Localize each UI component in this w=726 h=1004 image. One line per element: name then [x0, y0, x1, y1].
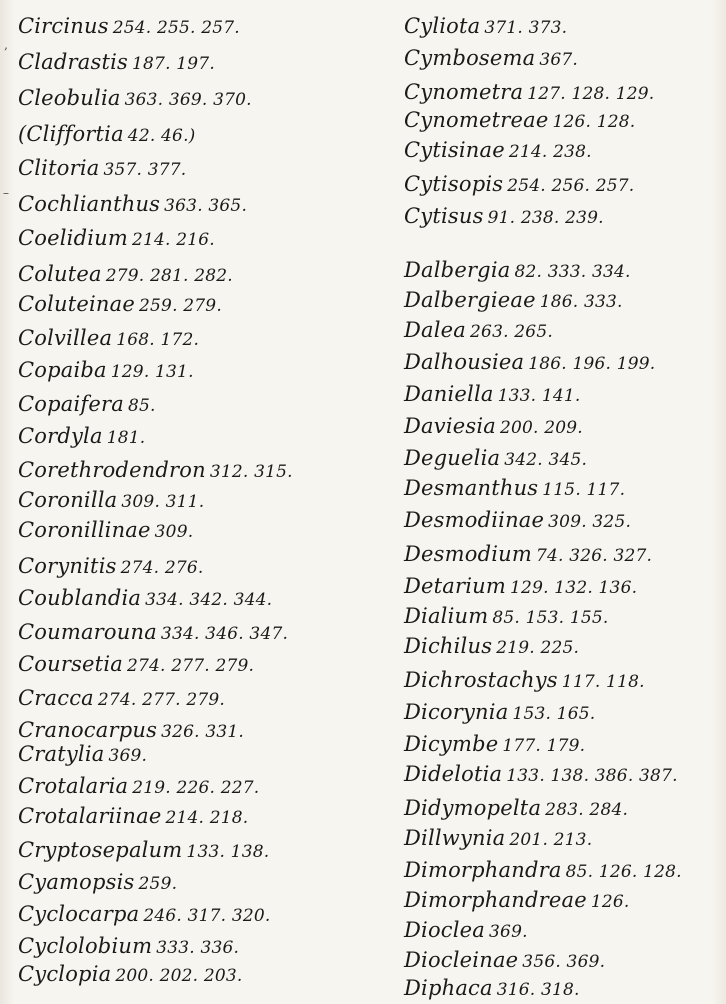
genus-name: Cyclocarpa: [18, 902, 140, 926]
genus-name: Cynometreae: [404, 108, 549, 132]
left-index-entry: [18, 870, 177, 896]
page-references: 219. 226. 227.: [132, 778, 260, 798]
right-index-entry: [404, 46, 578, 72]
genus-name: Cymbosema: [404, 46, 536, 70]
right-index-entry: [404, 288, 623, 314]
page-references: 186. 333.: [539, 292, 623, 312]
genus-name: Coublandia: [18, 586, 142, 610]
page-references: 263. 265.: [470, 322, 553, 342]
right-index-entry: [404, 350, 655, 376]
right-index-entry: [404, 574, 637, 600]
genus-name: Coluteinae: [18, 292, 136, 316]
right-index-entry: [404, 976, 580, 1002]
genus-name: Cynometra: [404, 80, 524, 104]
page-references: 200. 209.: [499, 418, 583, 438]
page-references: 126. 128.: [552, 112, 636, 132]
page-references: 309.: [154, 522, 194, 542]
page-references: 357. 377.: [103, 160, 187, 180]
genus-name: Dalbergieae: [404, 288, 536, 312]
genus-name: Detarium: [404, 574, 507, 598]
genus-name: Daniella: [404, 382, 494, 406]
genus-name: Crotalariinae: [18, 804, 162, 828]
page-references: 283. 284.: [545, 800, 629, 820]
page-references: 85. 126. 128.: [565, 862, 682, 882]
margin-mark: ‚: [4, 38, 8, 52]
left-index-entry: [18, 14, 240, 40]
right-index-entry: [404, 700, 595, 726]
genus-name: (Cliffortia: [18, 122, 124, 146]
genus-name: Cranocarpus: [18, 718, 158, 742]
page-references: 82. 333. 334.: [514, 262, 631, 282]
genus-name: Corethrodendron: [18, 458, 206, 482]
right-index-entry: [404, 826, 592, 852]
left-index-entry: [18, 326, 199, 352]
page-references: 274. 276.: [120, 558, 204, 578]
left-index-entry: [18, 804, 248, 830]
right-index-entry: [404, 446, 587, 472]
page-references: 42. 46.): [127, 126, 196, 146]
genus-name: Corynitis: [18, 554, 117, 578]
left-index-entry: [18, 458, 293, 484]
page-references: 274. 277. 279.: [97, 690, 226, 710]
genus-name: Dichrostachys: [404, 668, 558, 692]
genus-name: Dimorphandra: [404, 858, 562, 882]
right-index-entry: [404, 318, 553, 344]
page-references: 254. 255. 257.: [112, 18, 240, 38]
genus-name: Dioclea: [404, 918, 486, 942]
right-index-entry: [404, 138, 592, 164]
page-references: 117. 118.: [561, 672, 645, 692]
genus-name: Cytisinae: [404, 138, 505, 162]
genus-name: Cyclolobium: [18, 934, 153, 958]
genus-name: Diocleinae: [404, 948, 519, 972]
genus-name: Copaiba: [18, 358, 107, 382]
right-index-entry: [404, 108, 635, 134]
right-index-entry: [404, 858, 682, 884]
right-index-entry: [404, 796, 628, 822]
right-index-entry: [404, 732, 585, 758]
left-index-entry: [18, 358, 194, 384]
genus-name: Dichilus: [404, 634, 493, 658]
genus-name: Copaifera: [18, 392, 124, 416]
page-references: 115. 117.: [542, 480, 626, 500]
left-index-entry: [18, 488, 204, 514]
page-references: 186. 196. 199.: [528, 354, 656, 374]
right-index-entry: [404, 762, 678, 788]
page-references: 133. 138. 386. 387.: [506, 766, 678, 786]
page-references: 334. 342. 344.: [145, 590, 273, 610]
genus-name: Dillwynia: [404, 826, 506, 850]
genus-name: Didymopelta: [404, 796, 542, 820]
genus-name: Cordyla: [18, 424, 103, 448]
page-references: 187. 197.: [132, 54, 215, 74]
page-references: 334. 346. 347.: [160, 624, 289, 644]
genus-name: Cleobulia: [18, 86, 121, 110]
genus-name: Colutea: [18, 262, 102, 286]
genus-name: Cyliota: [404, 14, 481, 38]
right-index-entry: [404, 476, 625, 502]
page-references: 333. 336.: [156, 938, 240, 958]
page-references: 259.: [138, 874, 178, 894]
left-index-entry: [18, 838, 269, 864]
left-index-entry: [18, 50, 215, 76]
genus-name: Desmodiinae: [404, 508, 545, 532]
page-references: 279. 281. 282.: [105, 266, 233, 286]
right-index-entry: [404, 172, 634, 198]
left-index-entry: [18, 962, 243, 988]
page-references: 342. 345.: [504, 450, 588, 470]
margin-mark: –: [3, 186, 9, 200]
genus-name: Coronillinae: [18, 518, 151, 542]
page-references: 259. 279.: [139, 296, 222, 316]
right-index-entry: [404, 414, 583, 440]
genus-name: Cyamopsis: [18, 870, 135, 894]
genus-name: Daviesia: [404, 414, 496, 438]
page-references: 363. 369. 370.: [124, 90, 252, 110]
page-references: 126.: [590, 892, 630, 912]
left-index-entry: [18, 742, 147, 768]
page-references: 214. 216.: [131, 230, 215, 250]
genus-name: Crotalaria: [18, 774, 129, 798]
genus-name: Dalea: [404, 318, 467, 342]
genus-name: Cratylia: [18, 742, 105, 766]
right-index-entry: [404, 888, 629, 914]
right-index-entry: [404, 258, 631, 284]
genus-name: Dicymbe: [404, 732, 499, 756]
page-references: 181.: [106, 428, 146, 448]
right-index-entry: [404, 604, 609, 630]
right-index-entry: [404, 668, 645, 694]
page-references: 316. 318.: [496, 980, 580, 1000]
left-index-entry: [18, 620, 288, 646]
left-index-entry: [18, 226, 215, 252]
page-references: 129. 131.: [110, 362, 194, 382]
genus-name: Coursetia: [18, 652, 123, 676]
left-index-entry: [18, 718, 244, 744]
left-index-entry: [18, 686, 225, 712]
page-references: 133. 138.: [186, 842, 270, 862]
left-index-entry: [18, 292, 222, 318]
genus-name: Deguelia: [404, 446, 501, 470]
left-index-entry: [18, 262, 233, 288]
left-index-entry: [18, 554, 204, 580]
page-references: 201. 213.: [509, 830, 593, 850]
page-references: 153. 165.: [512, 704, 596, 724]
page-references: 127. 128. 129.: [527, 84, 655, 104]
genus-name: Cyclopia: [18, 962, 112, 986]
genus-name: Dialium: [404, 604, 489, 628]
genus-name: Cytisopis: [404, 172, 504, 196]
left-index-entry: [18, 392, 156, 418]
right-index-entry: [404, 948, 605, 974]
left-index-entry: [18, 156, 186, 182]
page-references: 214. 238.: [508, 142, 592, 162]
left-index-entry: [18, 586, 272, 612]
page-references: 369.: [108, 746, 148, 766]
genus-name: Cryptosepalum: [18, 838, 183, 862]
genus-name: Desmanthus: [404, 476, 539, 500]
genus-name: Dimorphandreae: [404, 888, 587, 912]
page-references: 309. 311.: [121, 492, 205, 512]
page-references: 363. 365.: [164, 196, 248, 216]
genus-name: Clitoria: [18, 156, 100, 180]
left-index-entry: [18, 424, 145, 450]
left-index-entry: [18, 774, 259, 800]
genus-name: Coronilla: [18, 488, 118, 512]
genus-name: Cladrastis: [18, 50, 129, 74]
page-references: 214. 218.: [165, 808, 249, 828]
genus-name: Coelidium: [18, 226, 128, 250]
genus-name: Coumarouna: [18, 620, 157, 644]
right-index-entry: [404, 918, 528, 944]
right-index-entry: [404, 204, 604, 230]
page-references: 367.: [539, 50, 579, 70]
page-references: 246. 317. 320.: [143, 906, 271, 926]
genus-name: Diphaca: [404, 976, 493, 1000]
left-index-entry: [18, 122, 196, 148]
right-index-entry: [404, 634, 579, 660]
genus-name: Circinus: [18, 14, 109, 38]
right-index-entry: [404, 80, 654, 106]
left-index-entry: [18, 934, 239, 960]
right-index-entry: [404, 14, 567, 40]
left-index-entry: [18, 192, 247, 218]
page-references: 74. 326. 327.: [536, 546, 653, 566]
left-index-entry: [18, 518, 193, 544]
page-references: 274. 277. 279.: [126, 656, 255, 676]
left-index-entry: [18, 652, 254, 678]
genus-name: Dalbergia: [404, 258, 511, 282]
page-references: 133. 141.: [497, 386, 581, 406]
genus-name: Dicorynia: [404, 700, 509, 724]
page-references: 219. 225.: [496, 638, 580, 658]
genus-name: Dalhousiea: [404, 350, 525, 374]
genus-name: Cochlianthus: [18, 192, 161, 216]
page-references: 356. 369.: [522, 952, 606, 972]
genus-name: Cracca: [18, 686, 94, 710]
page-references: 129. 132. 136.: [510, 578, 638, 598]
genus-name: Desmodium: [404, 542, 532, 566]
right-index-entry: [404, 382, 581, 408]
page-references: 200. 202. 203.: [115, 966, 243, 986]
left-index-entry: [18, 86, 252, 112]
genus-name: Didelotia: [404, 762, 503, 786]
page-references: 85.: [127, 396, 156, 416]
page-references: 168. 172.: [116, 330, 200, 350]
left-index-entry: [18, 902, 271, 928]
page-references: 369.: [489, 922, 528, 942]
page-references: 91. 238. 239.: [487, 208, 604, 228]
right-index-entry: [404, 508, 631, 534]
page-references: 254. 256. 257.: [507, 176, 635, 196]
page-references: 85. 153. 155.: [492, 608, 609, 628]
page-references: 326. 331.: [161, 722, 244, 742]
genus-name: Colvillea: [18, 326, 113, 350]
genus-name: Cytisus: [404, 204, 484, 228]
page-references: 177. 179.: [502, 736, 586, 756]
page-references: 309. 325.: [548, 512, 632, 532]
page-references: 312. 315.: [209, 462, 293, 482]
right-index-entry: [404, 542, 652, 568]
page-references: 371. 373.: [484, 18, 568, 38]
